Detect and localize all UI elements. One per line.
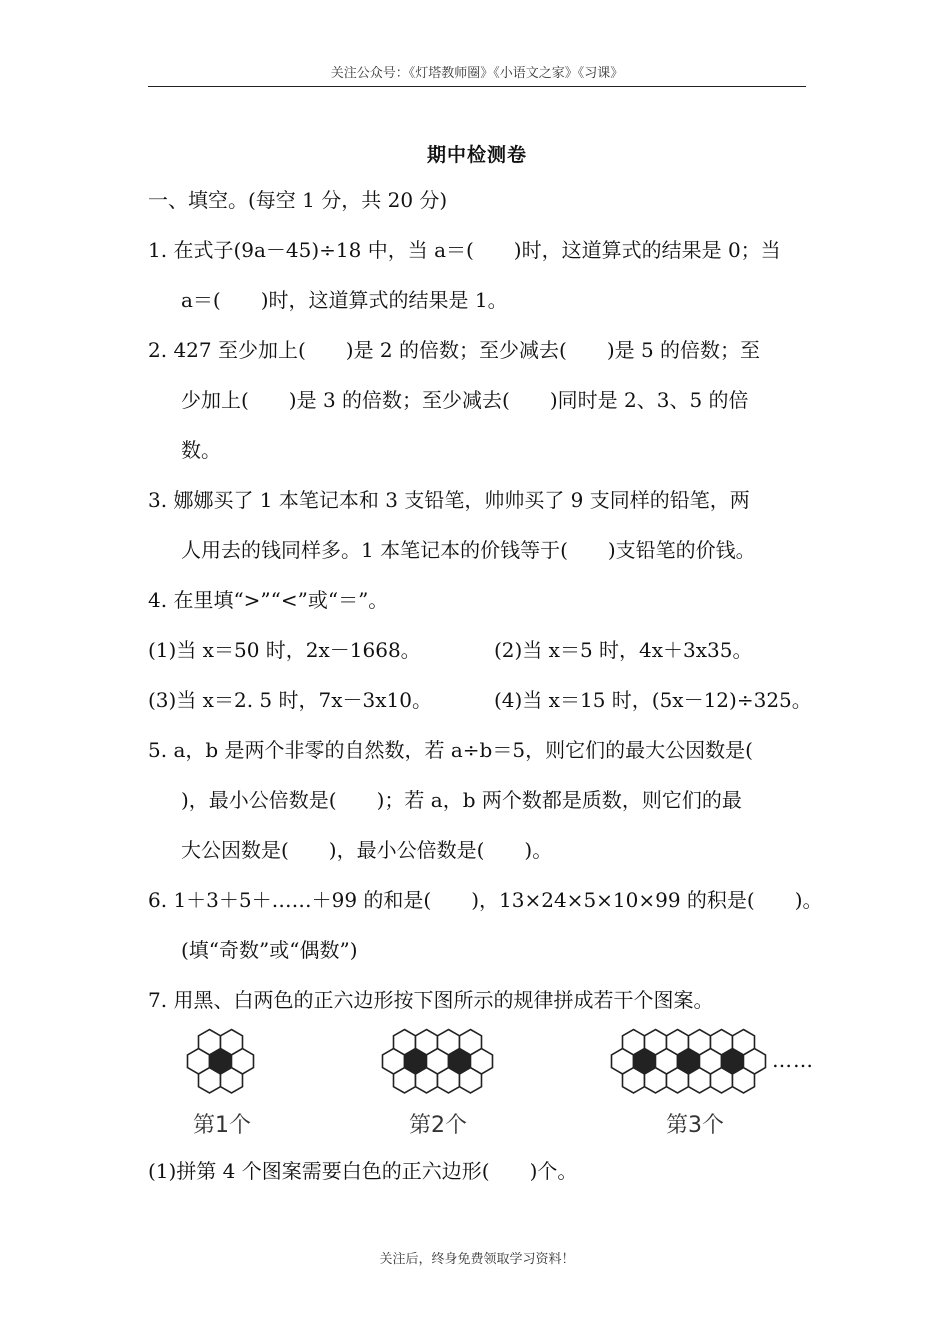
- hexagon-pattern-2: [381, 1028, 495, 1092]
- figure-label-1: 第1个: [193, 1113, 251, 1138]
- black-hexagon: [721, 1049, 743, 1074]
- q4-part2: (2)当 x＝5 时，4x＋3x35。: [494, 638, 753, 662]
- hexagon-pattern-3: [610, 1028, 768, 1092]
- q4-part1: (1)当 x＝50 时，2x－1668。: [148, 638, 421, 662]
- white-hexagon: [699, 1049, 721, 1074]
- white-hexagon: [655, 1049, 677, 1074]
- white-hexagon: [470, 1049, 492, 1074]
- black-hexagon: [448, 1049, 470, 1074]
- black-hexagon: [677, 1049, 699, 1074]
- white-hexagon: [743, 1049, 765, 1074]
- q3-line2: 人用去的钱同样多。1 本笔记本的价钱等于( )支铅笔的价钱。: [181, 538, 756, 562]
- white-hexagon: [426, 1049, 448, 1074]
- page-title: 期中检测卷: [426, 144, 527, 166]
- white-hexagon: [188, 1049, 210, 1074]
- section-heading: 一、填空。(每空 1 分，共 20 分): [148, 188, 448, 212]
- figure-label-3: 第3个: [666, 1113, 724, 1138]
- white-hexagon: [383, 1049, 405, 1074]
- page-footer: 关注后，终身免费领取学习资料！: [379, 1252, 575, 1267]
- white-hexagon: [231, 1049, 253, 1074]
- black-hexagon: [634, 1049, 656, 1074]
- q5-line3: 大公因数是( )，最小公倍数是( )。: [181, 838, 553, 862]
- q5-line1: 5. a，b 是两个非零的自然数，若 a÷b＝5，则它们的最大公因数是(: [148, 738, 753, 762]
- q1-line2: a＝( )时，这道算式的结果是 1。: [181, 288, 508, 312]
- black-hexagon: [405, 1049, 427, 1074]
- page-header: 关注公众号：《灯塔教师圈》《小语文之家》《习课》: [330, 66, 624, 81]
- white-hexagon: [612, 1049, 634, 1074]
- q6-line1: 6. 1＋3＋5＋……＋99 的和是( )，13×24×5×10×99 的积是( )。: [148, 888, 823, 912]
- q3-line1: 3. 娜娜买了 1 本笔记本和 3 支铅笔，帅帅买了 9 支同样的铅笔，两: [148, 488, 750, 512]
- q1-line1: 1. 在式子(9a－45)÷18 中，当 a＝( )时，这道算式的结果是 0；当: [148, 238, 781, 262]
- q7-sub1: (1)拼第 4 个图案需要白色的正六边形( )个。: [148, 1159, 578, 1183]
- q4-line1: 4. 在里填“>”“<”或“＝”。: [148, 588, 389, 612]
- q7-line1: 7. 用黑、白两色的正六边形按下图所示的规律拼成若干个图案。: [148, 988, 714, 1012]
- q4-part3: (3)当 x＝2. 5 时，7x－3x10。: [148, 688, 432, 712]
- q2-line2: 少加上( )是 3 的倍数；至少减去( )同时是 2、3、5 的倍: [181, 388, 749, 412]
- black-hexagon: [210, 1049, 232, 1074]
- q2-line3: 数。: [181, 438, 221, 462]
- q4-part4: (4)当 x＝15 时，(5x－12)÷325。: [494, 688, 812, 712]
- pattern-ellipsis: ……: [772, 1048, 814, 1072]
- q6-line2: (填“奇数”或“偶数”): [181, 938, 358, 962]
- hexagon-pattern-1: [186, 1028, 256, 1092]
- header-divider: [148, 86, 806, 87]
- figure-label-2: 第2个: [409, 1113, 467, 1138]
- q5-line2: )，最小公倍数是( )；若 a，b 两个数都是质数，则它们的最: [181, 788, 742, 812]
- q2-line1: 2. 427 至少加上( )是 2 的倍数；至少减去( )是 5 的倍数；至: [148, 338, 761, 362]
